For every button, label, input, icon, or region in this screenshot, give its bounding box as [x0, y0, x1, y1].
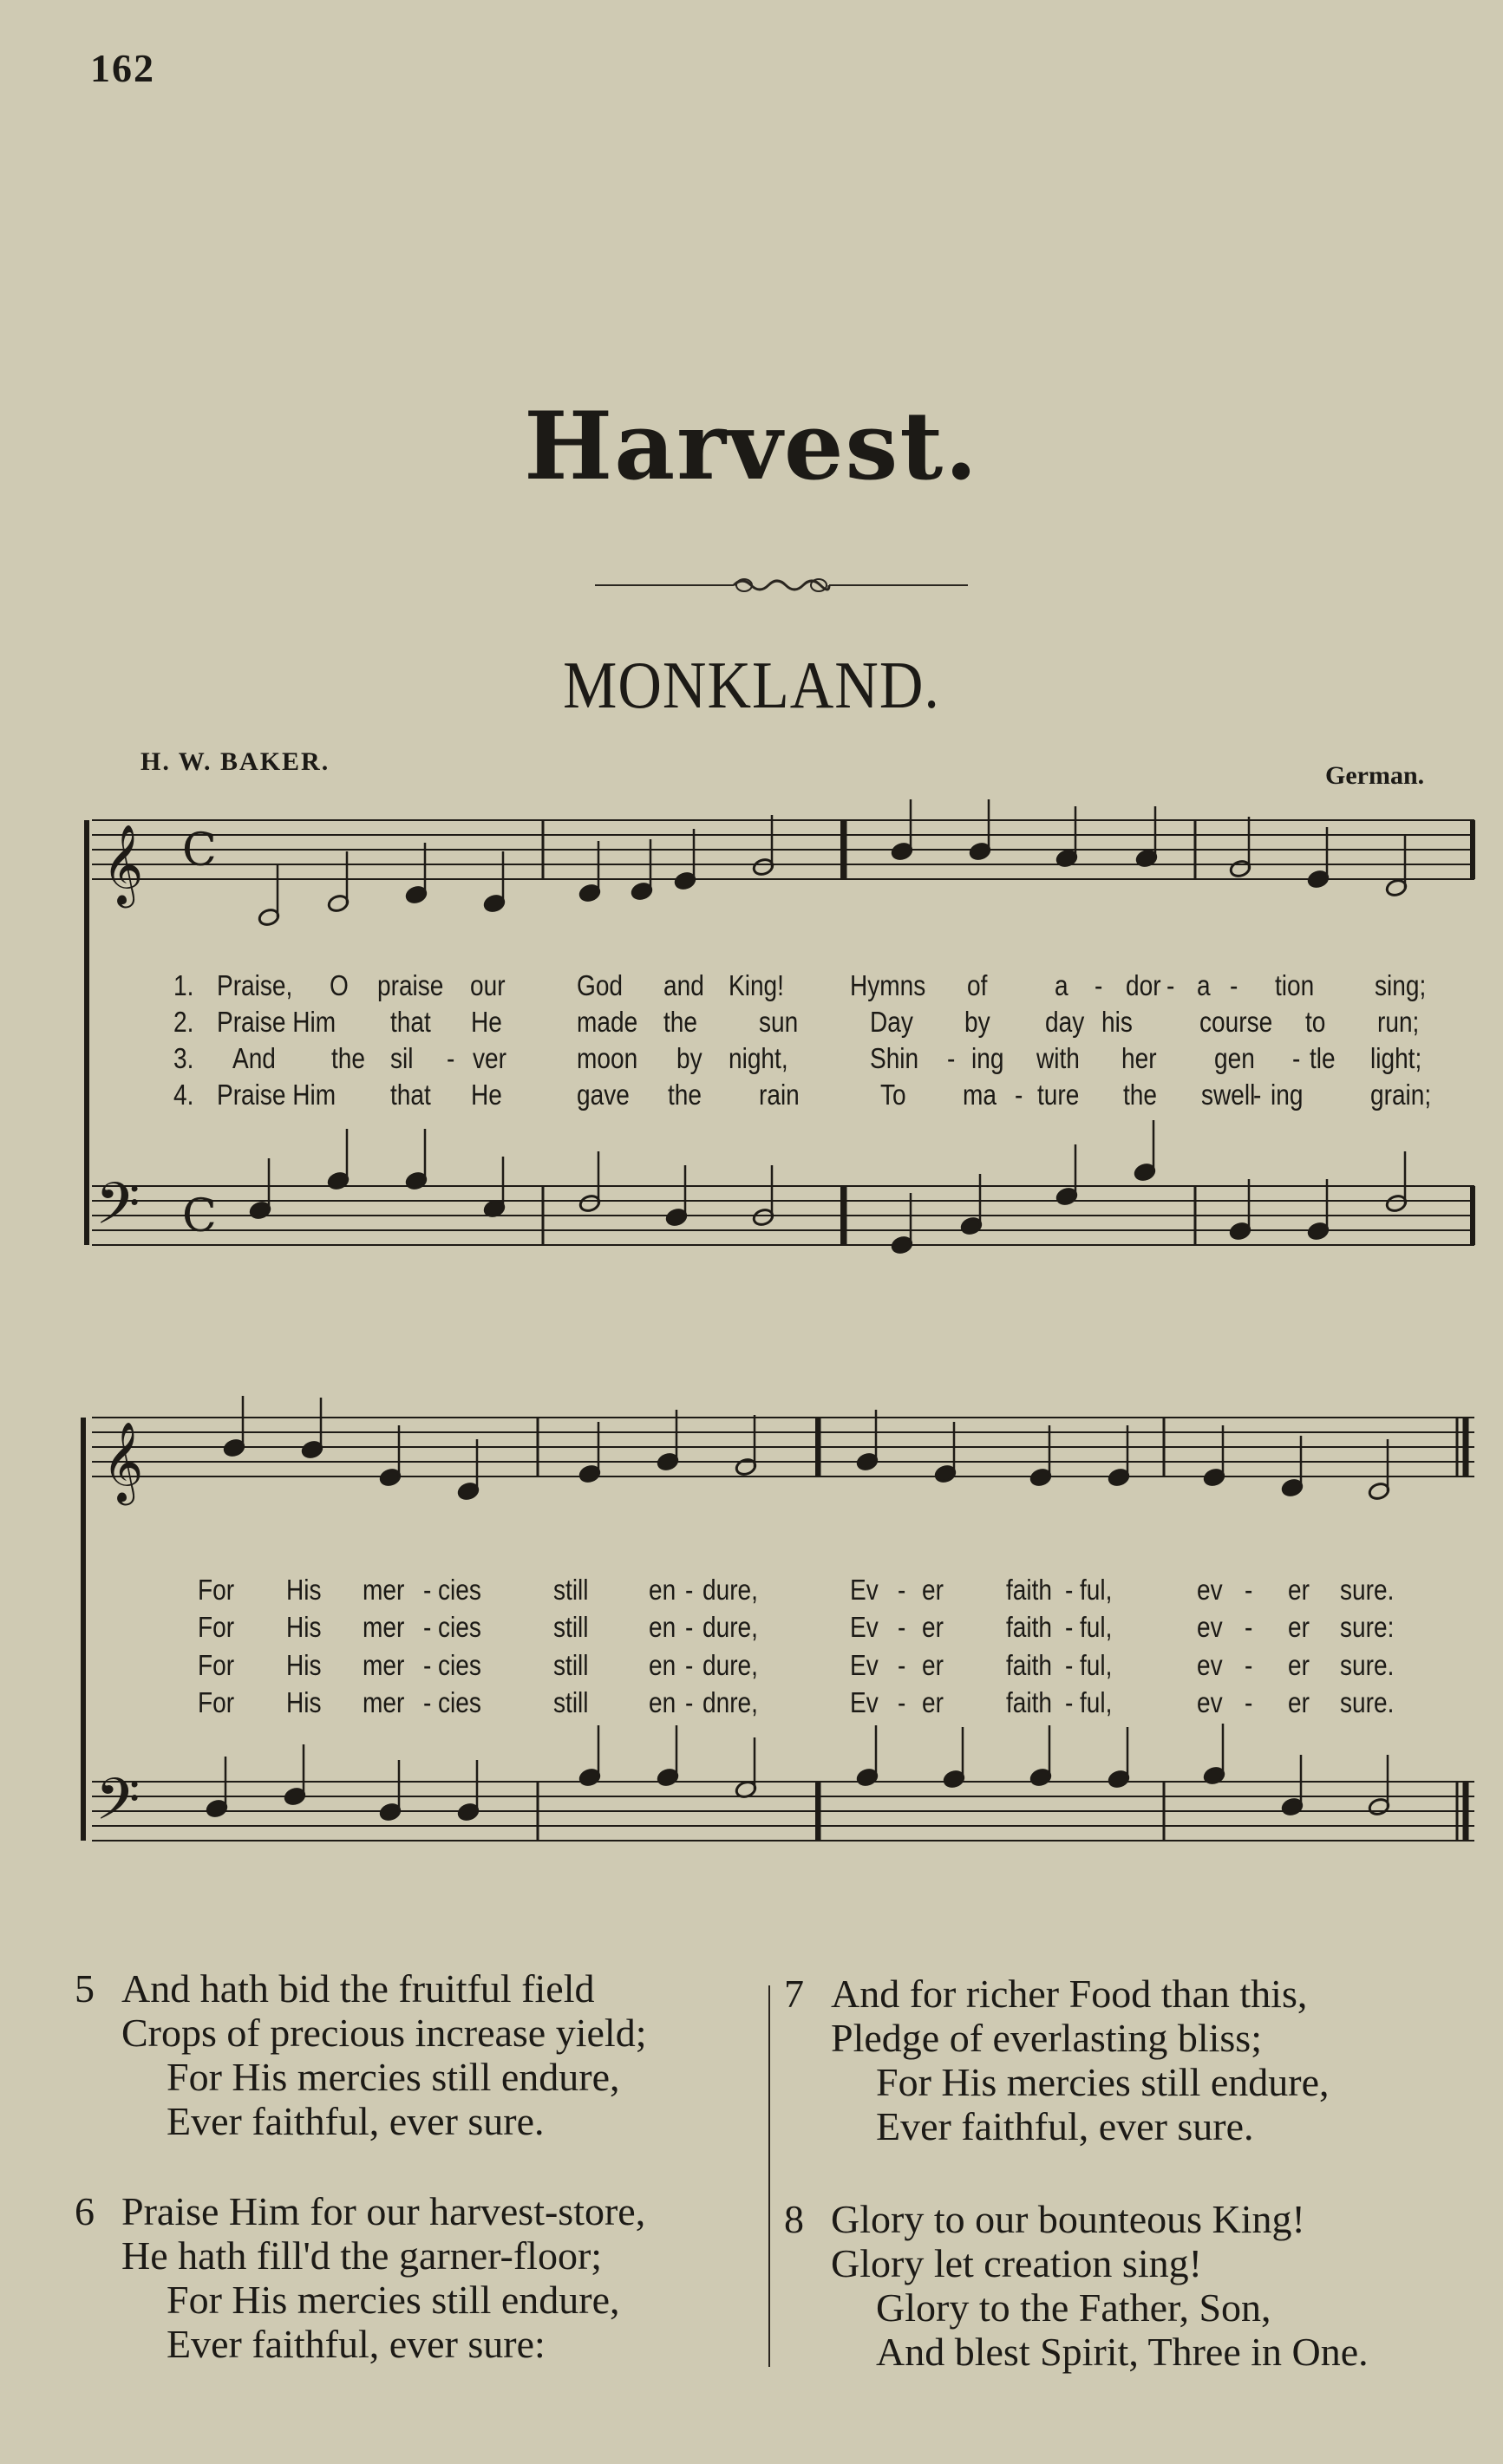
lyric-syllable: sure. — [1340, 1649, 1395, 1681]
lyric-syllable: the — [331, 1042, 365, 1074]
lyric-syllable: Praise Him — [217, 1079, 337, 1111]
lyric-syllable: For — [198, 1686, 235, 1718]
verse-7 — [784, 1972, 1330, 2148]
lyric-syllable: dure, — [702, 1574, 758, 1606]
lyric-syllable: - — [898, 1611, 906, 1643]
lyric-syllable: His — [286, 1574, 322, 1606]
lyric-syllable: - — [1065, 1686, 1074, 1718]
lyric-syllable: to — [1305, 1006, 1326, 1038]
lyric-syllable: er — [1288, 1611, 1310, 1643]
lyric-syllable: Ev — [850, 1574, 879, 1606]
lyric-syllable: 1. — [173, 969, 194, 1001]
lyric-syllable: ma — [963, 1079, 997, 1111]
lyric-syllable: - — [447, 1042, 455, 1074]
lyric-syllable: mer — [363, 1686, 405, 1718]
verse-line: Glory let creation sing! — [831, 2241, 1202, 2285]
lyric-syllable: still — [553, 1649, 589, 1681]
lyric-syllable: still — [553, 1574, 589, 1606]
lyric-syllable: course — [1199, 1006, 1273, 1038]
lyric-syllable: His — [286, 1686, 322, 1718]
lyric-syllable: - — [685, 1574, 694, 1606]
lyric-syllable: To — [880, 1079, 906, 1111]
lyric-syllable: - — [898, 1649, 906, 1681]
lyric-syllable: - — [1245, 1574, 1253, 1606]
lyric-syllable: - — [1245, 1611, 1253, 1643]
verse-line: Glory to the Father, Son, — [876, 2285, 1271, 2330]
lyric-syllable: sure: — [1340, 1611, 1395, 1643]
tune-name: MONKLAND. — [563, 649, 940, 723]
lyric-syllable: Praise Him — [217, 1006, 337, 1038]
lyric-syllable: - — [685, 1686, 694, 1718]
lyric-syllable: Praise, — [217, 969, 293, 1001]
lyric-syllable: mer — [363, 1611, 405, 1643]
lyric-syllable: sun — [759, 1006, 799, 1038]
verse-number: 7 — [784, 1972, 804, 2016]
verse-line: For His mercies still endure, — [876, 2060, 1330, 2104]
verse-8 — [784, 2197, 1369, 2374]
lyric-syllable: night, — [729, 1042, 788, 1074]
lyric-syllable: 4. — [173, 1079, 194, 1111]
verse-5 — [75, 1966, 647, 2143]
lyric-syllable: that — [390, 1079, 431, 1111]
lyric-syllable: sing; — [1375, 969, 1427, 1001]
lyric-syllable: dor — [1126, 969, 1161, 1001]
lyric-syllable: still — [553, 1686, 589, 1718]
lyric-syllable: mer — [363, 1574, 405, 1606]
lyric-syllable: - — [1095, 969, 1103, 1001]
lyric-syllable: Ev — [850, 1686, 879, 1718]
lyric-syllable: the — [668, 1079, 702, 1111]
lyric-syllable: moon — [577, 1042, 638, 1074]
lyric-syllable: sil — [390, 1042, 414, 1074]
lyric-syllable: He — [471, 1079, 502, 1111]
music-source: German. — [1325, 761, 1425, 790]
lyric-syllable: For — [198, 1611, 235, 1643]
lyric-syllable: - — [1065, 1611, 1074, 1643]
lyric-syllable: light; — [1370, 1042, 1422, 1074]
lyric-syllable: cies — [438, 1611, 481, 1643]
lyric-syllable: - — [423, 1649, 432, 1681]
lyric-syllable: Day — [870, 1006, 913, 1038]
lyric-syllable: - — [1245, 1686, 1253, 1718]
lyric-syllable: - — [423, 1574, 432, 1606]
lyric-syllable: en — [649, 1574, 676, 1606]
lyric-syllable: 3. — [173, 1042, 194, 1074]
lyric-syllable: O — [330, 969, 349, 1001]
lyric-syllable: his — [1101, 1006, 1133, 1038]
lyric-syllable: - — [898, 1686, 906, 1718]
lyric-syllable: er — [1288, 1574, 1310, 1606]
lyric-syllable: Shin — [870, 1042, 919, 1074]
bass-clef: 𝄢 — [95, 1766, 140, 1847]
lyric-syllable: ful, — [1080, 1649, 1113, 1681]
verse-line: For His mercies still endure, — [167, 2055, 620, 2099]
lyric-syllable: er — [922, 1574, 944, 1606]
lyric-syllable: ver — [473, 1042, 506, 1074]
verse-number: 8 — [784, 2197, 804, 2241]
verse-line: He hath fill'd the garner-floor; — [121, 2233, 603, 2278]
lyric-syllable: ev — [1197, 1686, 1223, 1718]
lyric-syllable: - — [1253, 1079, 1262, 1111]
lyric-syllable: dure, — [702, 1611, 758, 1643]
verse-line: Crops of precious increase yield; — [121, 2011, 647, 2055]
lyric-syllable: gave — [577, 1079, 630, 1111]
verse-line: Pledge of everlasting bliss; — [831, 2016, 1262, 2060]
lyric-syllable: er — [1288, 1649, 1310, 1681]
lyric-syllable: en — [649, 1686, 676, 1718]
verse-line: Ever faithful, ever sure. — [167, 2099, 545, 2143]
lyric-syllable: 2. — [173, 1006, 194, 1038]
lyric-syllable: er — [922, 1649, 944, 1681]
lyric-syllable: praise — [377, 969, 444, 1001]
lyric-syllable: faith — [1006, 1574, 1053, 1606]
lyric-syllable: run; — [1377, 1006, 1420, 1038]
lyric-syllable: - — [423, 1686, 432, 1718]
lyric-syllable: Hymns — [850, 969, 926, 1001]
lyric-syllable: faith — [1006, 1686, 1053, 1718]
lyric-syllable: ful, — [1080, 1686, 1113, 1718]
lyric-syllable: His — [286, 1611, 322, 1643]
lyric-syllable: faith — [1006, 1611, 1053, 1643]
lyric-syllable: ing — [1271, 1079, 1304, 1111]
lyric-syllable: ful, — [1080, 1611, 1113, 1643]
bass-clef: 𝄢 — [95, 1170, 140, 1251]
verse-line: And hath bid the fruitful field — [121, 1966, 595, 2011]
verse-line: Ever faithful, ever sure. — [876, 2104, 1254, 2148]
verse-line: Glory to our bounteous King! — [831, 2197, 1305, 2241]
lyric-syllable: ing — [971, 1042, 1004, 1074]
lyric-syllable: er — [1288, 1686, 1310, 1718]
lyric-syllable: and — [663, 969, 704, 1001]
lyric-syllable: dure, — [702, 1649, 758, 1681]
lyric-syllable: mer — [363, 1649, 405, 1681]
lyric-syllable: - — [1015, 1079, 1023, 1111]
lyric-syllable: our — [470, 969, 506, 1001]
verse-line: And for richer Food than this, — [831, 1972, 1308, 2016]
verse-line: For His mercies still endure, — [167, 2278, 620, 2322]
lyric-syllable: Ev — [850, 1649, 879, 1681]
lyric-syllable: ev — [1197, 1649, 1223, 1681]
lyric-syllable: - — [947, 1042, 956, 1074]
lyric-syllable: cies — [438, 1686, 481, 1718]
lyric-syllable: His — [286, 1649, 322, 1681]
verse-number: 5 — [75, 1966, 95, 2011]
verse-line: And blest Spirit, Three in One. — [876, 2330, 1369, 2374]
lyric-syllable: faith — [1006, 1649, 1053, 1681]
common-time-sign: C — [182, 825, 217, 877]
lyric-syllable: grain; — [1370, 1079, 1432, 1111]
lyric-syllable: God — [577, 969, 624, 1001]
verse-line: Ever faithful, ever sure: — [167, 2322, 546, 2366]
lyric-syllable: Ev — [850, 1611, 879, 1643]
lyric-syllable: that — [390, 1006, 431, 1038]
lyric-syllable: tion — [1275, 969, 1315, 1001]
lyric-syllable: tle — [1310, 1042, 1336, 1074]
lyric-syllable: the — [663, 1006, 697, 1038]
lyric-syllable: still — [553, 1611, 589, 1643]
lyric-syllable: her — [1121, 1042, 1157, 1074]
lyric-syllable: And — [232, 1042, 276, 1074]
lyric-syllable: with — [1036, 1042, 1080, 1074]
lyric-syllable: a — [1197, 969, 1211, 1001]
lyric-syllable: - — [1166, 969, 1175, 1001]
lyric-syllable: - — [1065, 1574, 1074, 1606]
lyric-syllable: - — [685, 1649, 694, 1681]
lyric-syllable: dnre, — [702, 1686, 758, 1718]
lyric-syllable: sure. — [1340, 1686, 1395, 1718]
lyric-syllable: the — [1123, 1079, 1157, 1111]
lyric-syllable: ful, — [1080, 1574, 1113, 1606]
lyric-syllable: cies — [438, 1574, 481, 1606]
lyric-syllable: rain — [759, 1079, 800, 1111]
treble-clef: 𝄞 — [102, 1421, 144, 1502]
lyric-syllable: made — [577, 1006, 638, 1038]
lyric-syllable: - — [1065, 1649, 1074, 1681]
verse-number: 6 — [75, 2189, 95, 2233]
lyric-syllable: a — [1055, 969, 1068, 1001]
lyric-syllable: er — [922, 1686, 944, 1718]
page-number: 162 — [90, 46, 155, 90]
section-title: Harvest. — [524, 392, 979, 501]
lyric-syllable: of — [967, 969, 988, 1001]
lyric-syllable: swell — [1201, 1079, 1256, 1111]
lyric-syllable: gen — [1214, 1042, 1255, 1074]
verse-6 — [75, 2189, 646, 2366]
lyric-syllable: ev — [1197, 1574, 1223, 1606]
lyric-syllable: er — [922, 1611, 944, 1643]
verse-line: Praise Him for our harvest-store, — [121, 2189, 646, 2233]
lyric-syllable: by — [676, 1042, 702, 1074]
lyric-syllable: For — [198, 1574, 235, 1606]
lyric-syllable: King! — [729, 969, 784, 1001]
treble-clef: 𝄞 — [102, 824, 144, 904]
words-author: H. W. BAKER. — [140, 747, 330, 776]
verse-column-divider — [768, 1985, 770, 2367]
lyric-syllable: en — [649, 1649, 676, 1681]
lyric-syllable: day — [1045, 1006, 1085, 1038]
lyric-syllable: He — [471, 1006, 502, 1038]
lyric-syllable: - — [685, 1611, 694, 1643]
lyric-syllable: ev — [1197, 1611, 1223, 1643]
lyric-syllable: cies — [438, 1649, 481, 1681]
lyric-syllable: - — [1292, 1042, 1301, 1074]
lyric-syllable: by — [964, 1006, 990, 1038]
lyric-syllable: For — [198, 1649, 235, 1681]
lyric-syllable: - — [1245, 1649, 1253, 1681]
lyric-syllable: - — [898, 1574, 906, 1606]
lyric-syllable: en — [649, 1611, 676, 1643]
lyric-syllable: - — [1230, 969, 1238, 1001]
lyric-syllable: ture — [1037, 1079, 1080, 1111]
lyric-syllable: - — [423, 1611, 432, 1643]
common-time-sign: C — [182, 1190, 217, 1242]
lyric-syllable: sure. — [1340, 1574, 1395, 1606]
